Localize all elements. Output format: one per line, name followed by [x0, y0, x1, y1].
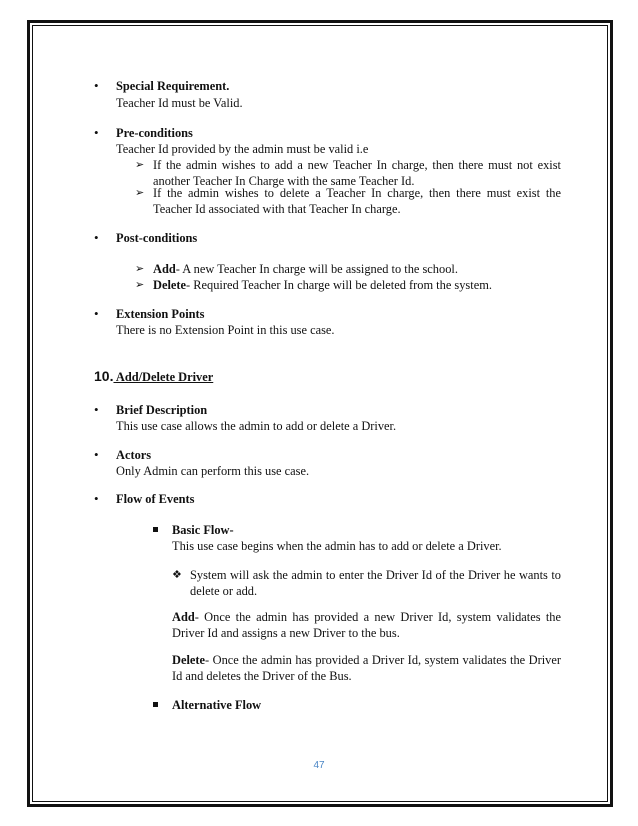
square-bullet-icon — [153, 527, 158, 532]
arrow-bullet-icon: ➢ — [135, 262, 145, 275]
arrow-bullet-icon: ➢ — [135, 278, 145, 291]
actors-title: Actors — [116, 448, 152, 462]
bullet-icon: • — [94, 78, 99, 93]
brief-description-text: This use case allows the admin to add or delete a Driver. — [116, 419, 397, 433]
basic-flow-add-text: - Once the admin has provided a new Driver Id, system validates the Driver Id and assigns a new Driver to the bus. — [172, 610, 561, 640]
special-requirement-title: Special Requirement. — [116, 79, 230, 93]
basic-flow-title: Basic Flow- — [172, 523, 234, 537]
bullet-icon: • — [94, 306, 99, 321]
actors-text: Only Admin can perform this use case. — [116, 464, 310, 478]
arrow-bullet-icon: ➢ — [135, 158, 145, 171]
basic-flow-delete — [172, 652, 561, 684]
post-condition-delete — [153, 277, 492, 293]
bullet-icon: • — [94, 447, 99, 462]
bullet-icon: • — [94, 230, 99, 245]
post-condition-delete-text: - Required Teacher In charge will be deleted from the system. — [186, 278, 492, 292]
diamond-bullet-icon: ❖ — [172, 568, 182, 581]
bullet-icon: • — [94, 491, 99, 506]
arrow-bullet-icon: ➢ — [135, 186, 145, 199]
extension-points-title: Extension Points — [116, 307, 205, 321]
post-condition-delete-label: Delete — [153, 278, 187, 292]
basic-flow-text: This use case begins when the admin has to add or delete a Driver. — [172, 539, 502, 553]
basic-flow-add-label: Add — [172, 610, 195, 624]
alternative-flow-title: Alternative Flow — [172, 698, 262, 712]
square-bullet-icon — [153, 702, 158, 707]
bullet-icon: • — [94, 125, 99, 140]
extension-points-text: There is no Extension Point in this use case. — [116, 323, 335, 337]
page-number: 47 — [313, 760, 325, 771]
pre-condition-item-1: If the admin wishes to add a new Teacher In charge, then there must not exist another Teacher In Charge with the same Teacher Id. — [153, 158, 561, 188]
basic-flow-add — [172, 609, 561, 641]
brief-description-title: Brief Description — [116, 403, 208, 417]
flow-of-events-title: Flow of Events — [116, 492, 195, 506]
post-condition-add-text: - A new Teacher In charge will be assigned to the school. — [175, 262, 458, 276]
use-case-heading — [94, 368, 213, 385]
pre-conditions-title: Pre-conditions — [116, 126, 193, 140]
pre-conditions-text: Teacher Id provided by the admin must be valid i.e — [116, 142, 369, 156]
use-case-title: Add/Delete Driver — [113, 370, 214, 384]
pre-condition-item-2: If the admin wishes to delete a Teacher In charge, then there must exist the Teacher Id associated with that Teacher In charge. — [153, 186, 561, 216]
post-condition-add-label: Add — [153, 262, 176, 276]
bullet-icon: • — [94, 402, 99, 417]
special-requirement-text: Teacher Id must be Valid. — [116, 96, 243, 110]
basic-flow-step: System will ask the admin to enter the Driver Id of the Driver he wants to delete or add. — [190, 568, 561, 598]
post-conditions-title: Post-conditions — [116, 231, 198, 245]
use-case-number: 10. — [94, 368, 114, 384]
post-condition-add — [153, 261, 458, 277]
basic-flow-delete-label: Delete — [172, 653, 206, 667]
basic-flow-delete-text: - Once the admin has provided a Driver Id, system validates the Driver Id and deletes the Driver of the Bus. — [172, 653, 561, 683]
